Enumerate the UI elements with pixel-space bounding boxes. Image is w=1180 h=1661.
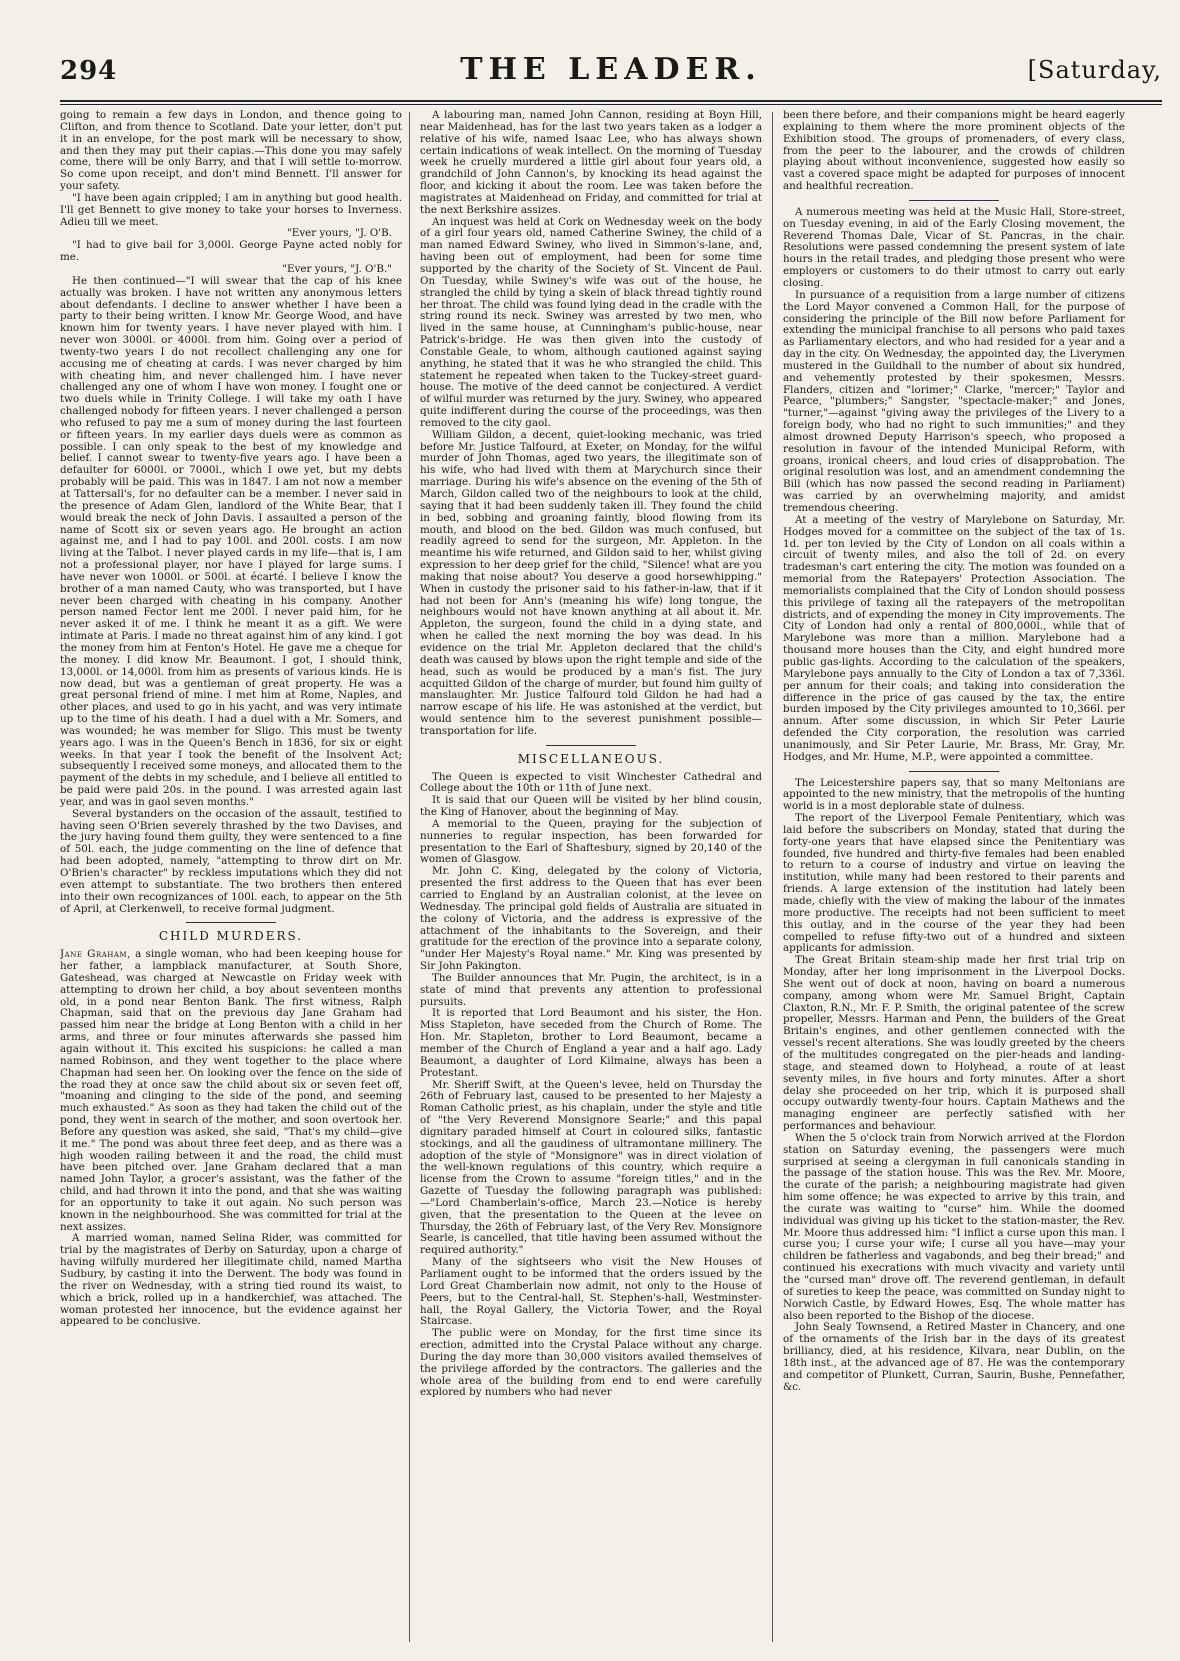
column-divider xyxy=(409,112,410,1642)
header-rule-thin xyxy=(60,104,1162,105)
paragraph: It is reported that Lord Beaumont and his sister, the Hon. Miss Stapleton, have seceded from the Church of Rome. The Hon. Mr. Stapleton, brother to Lord Beaumont, became a member of the Church of England a year and a half ago. Lady Beaumont, a daughter of Lord Kilmaine, always has been a Protestant. xyxy=(420,1007,762,1079)
paragraph: He then continued—"I will swear that the cap of his knee actually was broken. I have not written any anonymous letters about defendants. I decline to answer whether I have been a party to their being written. I know Mr. George Wood, and have known him for twenty years. I have never played with him. I never won 3000l. or 4000l. from him. Going over a period of twenty-two years I do not recollect challenging any one for accusing me of cheating at cards. I was never charged by him with cheating him, and never challenged him. I have never challenged any one of whom I have won money. I fought one or two duels while in Trinity College. I will take my oath I have challenged nobody for fifteen years. I never challenged a person who refused to pay me a sum of money during the last fourteen or fifteen years. In my earlier days duels were as common as possible. I can only speak to the best of my knowledge and belief. I cannot swear to twenty-five years ago. I have been a defaulter for 6000l. or 7000l., which I owe yet, but my debts probably will be paid. This was in 1847. I am not now a member at Tattersall's, for no defaulter can be a member. I never said in the presence of Adam Glen, landlord of the White Bear, that I would break the neck of John Davis. I assaulted a person of the name of Scott six or seven years ago. He brought an action against me, and I had to pay 100l. and 200l. costs. I am now living at the Talbot. I never played cards in my life—that is, I am not a professional player, nor have I played for large sums. I have never won 1000l. or 500l. at écarté. I believe I know the brother of a man named Cauty, who was transported, but I have never been charged with cheating in his company. Another person named Fector lent me 200l. I never paid him, for he never asked it of me. I think he meant it as a gift. We were intimate at Paris. I made no threat against him of any kind. I got the money from him at Fenton's Hotel. He gave me a cheque for the money. I did know Mr. Beaumont. I got, I should think, 13,000l. or 14,000l. from him as presents of various kinds. He is now dead, but was a gentleman of great property. He was a great personal friend of mine. I met him at Rome, Naples, and other places, and used to go in his yacht, and was very intimate up to the time of his death. I had a duel with a Mr. Somers, and was wounded; he was member for Sligo. This must be twenty years ago. I was in the Queen's Bench in 1836, for six or eight weeks. In that year I took the benefit of the Insolvent Act; subsequently I received some moneys, and allocated them to the payment of the debts in my schedule, and I believe all entitled to be paid were paid 20s. in the pound. I was arrested again last year, and was in gaol seven months." xyxy=(60,274,402,808)
newspaper-title: THE LEADER. xyxy=(460,52,762,87)
paragraph: A numerous meeting was held at the Music Hall, Store-street, on Tuesday evening, in aid of the Early Closing movement, the Reverend Thomas Dale, Vicar of St. Pancras, in the chair. Resolutions were passed condemning the present system of late hours in the retail trades, and pledging those present who were employers or customers to do their utmost to carry out early closing. xyxy=(783,205,1125,289)
paragraph: Mr. Sheriff Swift, at the Queen's levee, held on Thursday the 26th of February last, caused to be presented to her Majesty a Roman Catholic priest, as his chaplain, under the style and title of "the Very Reverend Monsignore Searle;" and this papal dignitary paraded himself at Court in coloured silks, fantastic stockings, and all the gaudiness of ultramontane millinery. The adoption of the style of "Monsignore" was in direct violation of the well-known regulations of this country, which require a license from the Crown to assume "foreign titles," and in the Gazette of Tuesday the following paragraph was published:—"Lord Chamberlain's-office, March 23.—Notice is hereby given, that the presentation to the Queen at the levee on Thursday, the 26th of February last, of the Very Rev. Monsignore Searle, is cancelled, that title having been assumed without the required authority." xyxy=(420,1078,762,1257)
paragraph: going to remain a few days in London, and thence going to Clifton, and from thence to Scotland. Date your letter, don't put it in an envelope, for the post mark will be necessary to show, and then they may put their capias.—This done you may safely come, there will be only Barry, and that I will settle to-morrow. So come upon receipt, and don't mind Bennett. I'll answer for your safety. xyxy=(60,110,402,193)
signature: "Ever yours, "J. O'B." xyxy=(282,262,392,275)
paragraph: John Sealy Townsend, a Retired Master in Chancery, and one of the ornaments of the Irish bar in the days of its greatest brilliancy, died, at his residence, Kilvara, near Dublin, on the 18th inst., at the advanced age of 87. He was the contemporary and competitor of Plunkett, Curran, Saurin, Bushe, Pennefather, &c. xyxy=(783,1321,1125,1393)
paragraph: Many of the sightseers who visit the New Houses of Parliament ought to be informed that the orders issued by the Lord Great Chamberlain now admit, not only to the House of Peers, but to the Central-hall, St. Stephen's-hall, Westminster-hall, the Royal Gallery, the Victoria Tower, and the Royal Staircase. xyxy=(420,1256,762,1328)
paragraph: An inquest was held at Cork on Wednesday week on the body of a girl four years old, named Catherine Swiney, the child of a man named Edward Swiney, who lived in Simmon's-lane, and, having been out of employment, had been for some time supported by the charity of the Society of St. Vincent de Paul. On Tuesday, while Swiney's wife was out of the house, he strangled the child by tying a skein of black thread tightly round her throat. The child was found lying dead in the cradle with the string round its neck. Swiney was arrested by two men, who lived in the same house, at Cunningham's public-house, near Patrick's-bridge. He was then given into the custody of Constable Geale, to whom, although cautioned against saying anything, he stated that it was he who strangled the child. This statement he repeated when taken to the Tuckey-street guard-house. The motive of the deed cannot be conjectured. A verdict of wilful murder was returned by the jury. Swiney, who appeared quite indifferent during the course of the proceedings, was then removed to the city gaol. xyxy=(420,215,762,429)
paragraph: A married woman, named Selina Rider, was committed for trial by the magistrates of Derby on Saturday, upon a charge of having wilfully murdered her illegitimate child, named Martha Sudbury, by casting it into the Derwent. The body was found in the river on Wednesday, with a string tied round its waist, to which a brick, rolled up in a handkerchief, was attached. The woman protested her innocence, but the evidence against her appeared to be conclusive. xyxy=(60,1232,402,1328)
column-3 xyxy=(783,110,1125,1645)
masthead xyxy=(60,52,1162,100)
paragraph xyxy=(60,949,402,1233)
paragraph: When the 5 o'clock train from Norwich arrived at the Flordon station on Saturday evening, the passengers were much surprised at seeing a clergyman in full canonicals standing in the passage of the station house. This was the Rev. Mr. Moore, the curate of the parish; a neighbouring magistrate had given him some offence; he was expected to arrive by this train, and the curate was waiting to "curse" him. While the doomed individual was giving up his ticket to the station-master, the Rev. Mr. Moore thus addressed him: "I inflict a curse upon this man. I curse you; I curse your wife; I curse all you have—may your children be fatherless and vagabonds, and beg their bread;" and continued his execrations with much vivacity and variety until the "cursed man" drove off. The reverend gentleman, in default of sureties to keep the peace, was committed on Sunday night to Norwich Castle, by Edward Howes, Esq. The whole matter has also been reported to the Bishop of the diocese. xyxy=(783,1131,1125,1322)
paragraph: The Great Britain steam-ship made her first trial trip on Monday, after her long imprisonment in the Liverpool Docks. She went out of dock at noon, having on board a numerous company, among whom were Mr. Samuel Bright, Captain Claxton, R.N., Mr. F. P. Smith, the original patentee of the screw propeller, Messrs. Harman and Penn, the builders of the Great Britain's engines, and other gentlemen connected with the vessel's recent alterations. She was loudly greeted by the cheers of the multitudes congregated on the pier-heads and landing-stage, and steamed down to Holyhead, a route of at least seventy miles, in five hours and forty minutes. After a short delay she proceeded on her trip, which it is purposed shall occupy outwardly twenty-four hours. Captain Mathews and the managing engineer are perfectly satisfied with her performances and behaviour. xyxy=(783,954,1125,1133)
paragraph: been there before, and their companions might be heard eagerly explaining to them where the more prominent objects of the Exhibition stood. The groups of promenaders, of every class, from the peer to the labourer, and the crowds of children playing about without inconvenience, suggested how easily so vast a covered space might be adapted for purposes of innocent and healthful recreation. xyxy=(783,110,1125,193)
paragraph: William Gildon, a decent, quiet-looking mechanic, was tried before Mr. Justice Talfourd, at Exeter, on Monday, for the wilful murder of John Thomas, aged two years, the illegitimate son of his wife, who had lived with them at Marychurch since their marriage. During his wife's absence on the evening of the 5th of March, Gildon called two of the neighbours to look at the child, saying that it had been suddenly taken ill. They found the child in bed, sobbing and groaning faintly, blood flowing from its mouth, and blood on the bed. Gildon was much confused, but readily agreed to send for the surgeon, Mr. Appleton. In the meantime his wife returned, and Gildon said to her, whilst giving expression to her deep grief for the child, "Silence! what are you making that noise about? You deserve a good horsewhipping." When in custody the prisoner said to his father-in-law, that if it had not been for Ann's (meaning his wife) long tongue, the neighbours would not have known anything at all about it. Mr. Appleton, the surgeon, found the child in a dying state, and when he called the next morning the boy was dead. In his evidence on the trial Mr. Appleton declared that the child's death was caused by blows upon the right temple and side of the head, such as would be produced by a man's fist. The jury acquitted Gildon of the charge of murder, but found him guilty of manslaughter. Mr. Justice Talfourd told Gildon he had had a narrow escape of his life. He was astonished at the verdict, but would sentence him to the severest punishment possible—transportation for life. xyxy=(420,428,762,737)
paragraph: "I have been again crippled; I am in anything but good health. I'll get Bennett to give money to take your horses to Inverness. Adieu till we meet. xyxy=(60,191,402,228)
section-separator xyxy=(186,922,276,923)
paragraph: A labouring man, named John Cannon, residing at Boyn Hill, near Maidenhead, has for the last two years taken as a lodger a relative of his wife, named Isaac Lee, who has always shown certain indications of weak intellect. On the morning of Tuesday week he cruelly murdered a little girl about four years old, a grandchild of John Cannon's, by knocking its head against the floor, and kicking it about the room. Lee was taken before the magistrates at Maidenhead on Friday, and committed for trial at the next Berkshire assizes. xyxy=(420,110,762,216)
column-divider xyxy=(772,112,773,1642)
signature: "Ever yours, "J. O'B. xyxy=(287,227,392,240)
paragraph-text: a single woman, who had been keeping house for her father, a lampblack manufacturer, at South Shore, Gateshead, was charged at Newcastle on Friday week with attempting to drown her child, a boy about seventeen months old, in a pond near Benton Bank. The first witness, Ralph Chapman, said that on the previous day Jane Graham had passed him near the bridge at Long Benton with a child in her arms, and three or four minutes afterwards she passed him again without it. This excited his suspicions: he called a man named Robinson, and they went together to the place where Chapman had seen her. On looking over the fence on the side of the road they at once saw the child about six or seven feet off, "moaning and clinging to the side of the pond, and seeming much exhausted." As soon as they had taken the child out of the pond, they went in search of the mother, and soon overtook her. Before any question was asked, she said, "That's my child—give it me." The pond was about three feet deep, and as there was a high wooden railing between it and the road, the child must have been pitched over. Jane Graham declared that a man named John Taylor, a grocer's assistant, was the father of the child, and had thrown it into the pond, and that she was waiting for an opportunity to take it out again. No such person was known in the neighbourhood. She was committed for trial at the next assizes. xyxy=(60,948,402,1233)
header-rule xyxy=(60,100,1162,102)
section-heading: CHILD MURDERS. xyxy=(158,929,304,944)
column-2 xyxy=(420,110,762,1645)
section-separator xyxy=(546,745,636,746)
paragraph: A memorial to the Queen, praying for the subjection of nunneries to regular inspection, has been forwarded for presentation to the Earl of Shaftesbury, signed by 20,140 of the women of Glasgow. xyxy=(420,817,762,866)
section-separator xyxy=(909,200,999,201)
paragraph: "I had to give bail for 3,000l. George Payne acted nobly for me. xyxy=(60,239,402,264)
paragraph: In pursuance of a requisition from a large number of citizens the Lord Mayor convened a Common Hall, for the purpose of considering the principle of the Bill now before Parliament for extending the municipal franchise to all persons who paid taxes as Parliamentary electors, and who had resided for a year and a day in the city. On Wednesday, the appointed day, the Liverymen mustered in the Guildhall to the number of about six hundred, and vehemently protested by their spokesmen, Messrs. Flanders, citizen and "lorimer;" Clarke, "mercer;" Taylor and Pearce, "plumbers;" Sangster, "spectacle-maker;" and Jones, "turner,"—against "giving away the privileges of the Livery to a foreign body, who had no right to such immunities;" and they almost drowned Deputy Harrison's speech, who proposed a resolution in favour of the intended Municipal Reform, with groans, ironical cheers, and loud cries of disapprobation. The original resolution was lost, and an amendment condemning the Bill (which has now passed the second reading in Parliament) was carried by an overwhelming majority, and amidst tremendous cheering. xyxy=(783,288,1125,514)
paragraph: The Leicestershire papers say, that so many Meltonians are appointed to the new ministry, that the metropolis of the hunting world is in a most deplorable state of dulness. xyxy=(783,776,1125,813)
paragraph: The Builder announces that Mr. Pugin, the architect, is in a state of mind that prevents any attention to professional pursuits. xyxy=(420,971,762,1008)
paragraph: Several bystanders on the occasion of the assault, testified to having seen O'Brien severely thrashed by the two Davises, and the jury having found them guilty, they were sentenced to a fine of 50l. each, the judge commenting on the line of defence that had been adopted, namely, "attempting to throw dirt on Mr. O'Brien's character" by reckless imputations which they did not even attempt to substantiate. The two brothers then entered into their own recognizances of 100l. each, to appear on the 5th of April, at Clerkenwell, to receive formal judgment. xyxy=(60,807,402,915)
paragraph: The report of the Liverpool Female Penitentiary, which was laid before the subscribers on Monday, stated that during the forty-one years that have elapsed since the Penitentiary was founded, five hundred and thirty-five females had been enabled to return to a course of industry and virtue on leaving the institution, while many had been restored to their parents and friends. A large extension of the institution had lately been made, chiefly with the view of making the labour of the inmates more productive. The receipts had not been sufficient to meet this outlay, and in the course of the year they had been compelled to refuse fifty-two out of a hundred and sixteen applicants for admission. xyxy=(783,812,1125,955)
page-number: 294 xyxy=(60,56,118,86)
paragraph: The public were on Monday, for the first time since its erection, admitted into the Crystal Palace without any charge. During the day more than 30,000 visitors availed themselves of the privilege afforded by the contractors. The galleries and the whole area of the building from end to end were carefully explored by numbers who had never xyxy=(420,1327,762,1399)
column-1 xyxy=(60,110,402,1645)
paragraph: The Queen is expected to visit Winchester Cathedral and College about the 10th or 11th of June next. xyxy=(420,770,762,795)
paragraph: At a meeting of the vestry of Marylebone on Saturday, Mr. Hodges moved for a committee on the subject of the tax of 1s. 1d. per ton levied by the City of London on all coals within a circuit of twenty miles, and also the toll of 2d. on every tradesman's cart entering the city. The motion was founded on a memorial from the Ratepayers' Protection Association. The memorialists complained that the City of London should possess this privilege of taxing all the ratepayers of the metropolitan districts, and of expending the money in City improvements. The City of London had only a rental of 800,000l., while that of Marylebone was more than a million. Marylebone had a thousand more houses than the City, and eight hundred more public gas-lights. According to the calculation of the speakers, Marylebone pays annually to the City of London a tax of 7,336l. per annum for their coals; and taking into consideration the difference in the price of gas caused by the tax, the entire burden imposed by the City privileges amounted to 10,366l. per annum. After some discussion, in which Sir Peter Laurie defended the City corporation, the resolution was carried unanimously, and Sir Peter Laurie, Mr. Brass, Mr. Gray, Mr. Hodges, and Mr. Hume, M.P., were appointed a committee. xyxy=(783,513,1125,763)
paragraph: It is said that our Queen will be visited by her blind cousin, the King of Hanover, about the beginning of May. xyxy=(420,794,762,819)
section-heading: MISCELLANEOUS. xyxy=(517,751,665,766)
issue-day: [Saturday, xyxy=(1027,56,1162,84)
section-separator xyxy=(909,771,999,772)
paragraph: Mr. John C. King, delegated by the colony of Victoria, presented the first address to the Queen that has ever been carried to England by an Australian colonist, at the levee on Wednesday. The principal gold fields of Australia are situated in the colony of Victoria, and the address is expressive of the attachment of the inhabitants to the Sovereign, and their gratitude for the erection of the province into a separate colony, "under Her Majesty's Royal name." Mr. King was presented by Sir John Pakington. xyxy=(420,865,762,973)
lead-name: Jane Graham, xyxy=(60,948,131,961)
